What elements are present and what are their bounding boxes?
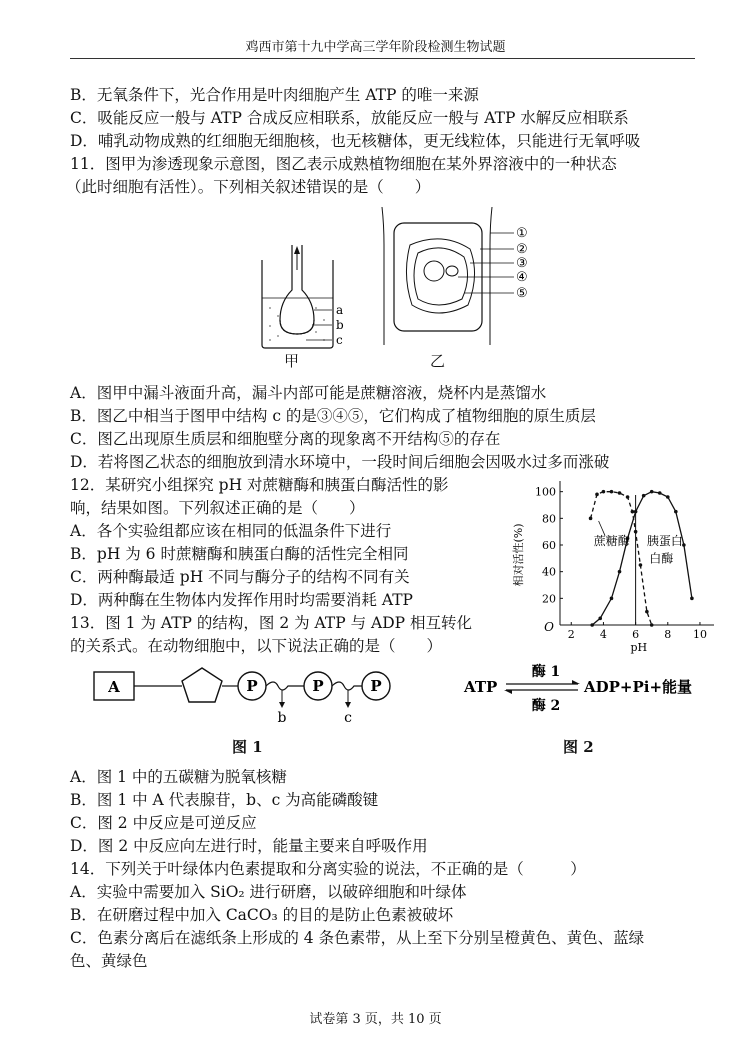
q13-stem-1: 13．图 1 为 ATP 的结构，图 2 为 ATP 与 ADP 相互转化	[70, 614, 472, 632]
q13-stem-2: 的关系式。在动物细胞中，以下说法正确的是（ ）	[70, 637, 443, 655]
series-point-1	[598, 617, 602, 621]
label-5: ⑤	[516, 286, 528, 301]
figure-yi-plant-cell	[372, 205, 547, 355]
ribose-pentagon	[182, 668, 222, 702]
svg-text:P: P	[312, 677, 324, 695]
series-point-1	[650, 490, 654, 494]
q10-option-b: B．无氧条件下，光合作用是叶肉细胞产生 ATP 的唯一来源	[70, 86, 479, 104]
figure-jia-caption: 甲	[284, 352, 300, 370]
series-point-0	[626, 495, 630, 499]
label-a: a	[336, 303, 344, 317]
bond-c-label: c	[344, 710, 352, 726]
q14-option-c-1: C．色素分离后在滤纸条上形成的 4 条色素带，从上至下分别呈橙黄色、黄色、蓝绿	[70, 929, 645, 947]
x-tick-label: 6	[632, 628, 640, 641]
y-axis-label: 相对活性(%)	[512, 523, 525, 587]
series-point-1	[690, 597, 694, 601]
q10-option-c: C．吸能反应一般与 ATP 合成反应相联系，放能反应一般与 ATP 水解反应相联系	[70, 109, 629, 127]
y-tick-label: 80	[542, 512, 556, 526]
y-tick-label: 20	[542, 592, 556, 606]
bond-b-label: b	[277, 710, 287, 726]
figure-2-caption: 图 2	[563, 738, 594, 756]
q12-option-a: A．各个实验组都应该在相同的低温条件下进行	[70, 522, 392, 540]
label-c: c	[336, 333, 343, 347]
q11-option-a: A．图甲中漏斗液面升高，漏斗内部可能是蔗糖溶液，烧杯内是蒸馏水	[70, 384, 547, 402]
series-point-0	[610, 490, 614, 494]
q11-option-b: B．图乙中相当于图甲中结构 c 的是③④⑤，它们构成了植物细胞的原生质层	[70, 407, 596, 425]
series-point-1	[634, 510, 638, 514]
chart-axes	[560, 481, 714, 625]
x-tick-label: 4	[599, 628, 607, 641]
series-point-1	[658, 491, 662, 495]
series-point-0	[634, 530, 638, 534]
chart-text	[511, 486, 707, 654]
q12-stem-1: 12．某研究小组探究 pH 对蔗糖酶和胰蛋白酶活性的影	[70, 476, 449, 494]
y-tick-label: 100	[535, 485, 556, 499]
series-label-sucrase: 蔗糖酶	[593, 534, 630, 548]
figure-atp-adp-conversion	[460, 658, 710, 718]
q10-option-d: D．哺乳动物成熟的红细胞无细胞核，也无核糖体，更无线粒体，只能进行无氧呼吸	[70, 132, 641, 150]
q12-stem-2: 响，结果如图。下列叙述正确的是（ ）	[70, 499, 365, 517]
q14-option-b: B．在研磨过程中加入 CaCO₃ 的目的是防止色素被破坏	[70, 906, 454, 924]
q11-option-d: D．若将图乙状态的细胞放到清水环境中，一段时间后细胞会因吸水过多而涨破	[70, 453, 610, 471]
q13-option-b: B．图 1 中 A 代表腺苷，b、c 为高能磷酸键	[70, 791, 379, 809]
x-tick-label: 10	[692, 628, 707, 641]
ph-enzyme-activity-chart	[508, 475, 720, 655]
series-point-1	[590, 623, 594, 627]
header-rule	[70, 58, 695, 59]
series-point-1	[618, 570, 622, 574]
y-tick-label: 60	[542, 539, 556, 552]
figure-atp-structure	[90, 660, 410, 730]
x-tick-label: 8	[664, 628, 672, 641]
series-point-0	[595, 493, 599, 497]
series-point-1	[610, 597, 614, 601]
series-point-0	[618, 491, 622, 495]
label-4: ④	[516, 270, 528, 285]
series-point-0	[589, 517, 593, 521]
svg-text:P: P	[370, 677, 382, 695]
enzyme-1-label: 酶 1	[531, 664, 561, 680]
enzyme-2-label: 酶 2	[531, 698, 561, 714]
label-3: ③	[516, 256, 528, 271]
series-point-0	[645, 610, 649, 614]
series-point-0	[602, 490, 606, 494]
x-tick-label: 2	[567, 628, 575, 641]
series-point-1	[642, 494, 646, 498]
q11-option-c: C．图乙出现原生质层和细胞壁分离的现象离不开结构⑤的存在	[70, 430, 501, 448]
series-point-0	[639, 563, 643, 567]
label-1: ①	[516, 226, 528, 241]
label-2: ②	[516, 242, 528, 257]
page-footer: 试卷第 3 页，共 10 页	[309, 1012, 442, 1027]
series-label-trypsin-2: 白酶	[649, 551, 674, 566]
series-point-0	[650, 623, 654, 627]
series-point-0	[631, 510, 635, 514]
series-point-1	[674, 510, 678, 514]
figure-jia-osmosis	[250, 240, 360, 370]
y-tick-label: 40	[542, 565, 556, 579]
q14-stem: 14．下列关于叶绿体内色素提取和分离实验的说法，不正确的是（ ）	[70, 860, 586, 878]
series-label-trypsin-1: 胰蛋白	[646, 534, 683, 548]
exam-header: 鸡西市第十九中学高三学年阶段检测生物试题	[245, 40, 506, 55]
q12-option-d: D．两种酶在生物体内发挥作用时均需要消耗 ATP	[70, 591, 413, 609]
figure-1-caption: 图 1	[232, 738, 263, 756]
q13-option-a: A．图 1 中的五碳糖为脱氧核糖	[70, 768, 287, 786]
q13-option-c: C．图 2 中反应是可逆反应	[70, 814, 257, 832]
q14-option-c-2: 色、黄绿色	[70, 952, 148, 970]
q11-stem-1: 11．图甲为渗透现象示意图，图乙表示成熟植物细胞在某外界溶液中的一种状态	[70, 155, 617, 173]
x-axis-label: pH	[630, 641, 648, 654]
q11-stem-2: （此时细胞有活性）。下列相关叙述错误的是（ ）	[66, 178, 431, 196]
q13-option-d: D．图 2 中反应向左进行时，能量主要来自呼吸作用	[70, 837, 428, 855]
q12-option-c: C．两种酶最适 pH 不同与酶分子的结构不同有关	[70, 568, 410, 586]
figure-yi-caption: 乙	[430, 352, 446, 370]
adenine-label: A	[108, 678, 120, 696]
series-line-0	[591, 492, 652, 625]
atp-label: ATP	[464, 678, 498, 696]
label-b: b	[336, 318, 344, 332]
svg-text:P: P	[246, 677, 258, 695]
chart-series	[589, 490, 694, 627]
origin-label: O	[544, 620, 554, 634]
series-point-1	[666, 495, 670, 499]
q14-option-a: A．实验中需要加入 SiO₂ 进行研磨，以破碎细胞和叶绿体	[70, 883, 467, 901]
q12-option-b: B．pH 为 6 时蔗糖酶和胰蛋白酶的活性完全相同	[70, 545, 409, 563]
adp-label: ADP+Pi+能量	[584, 678, 693, 696]
